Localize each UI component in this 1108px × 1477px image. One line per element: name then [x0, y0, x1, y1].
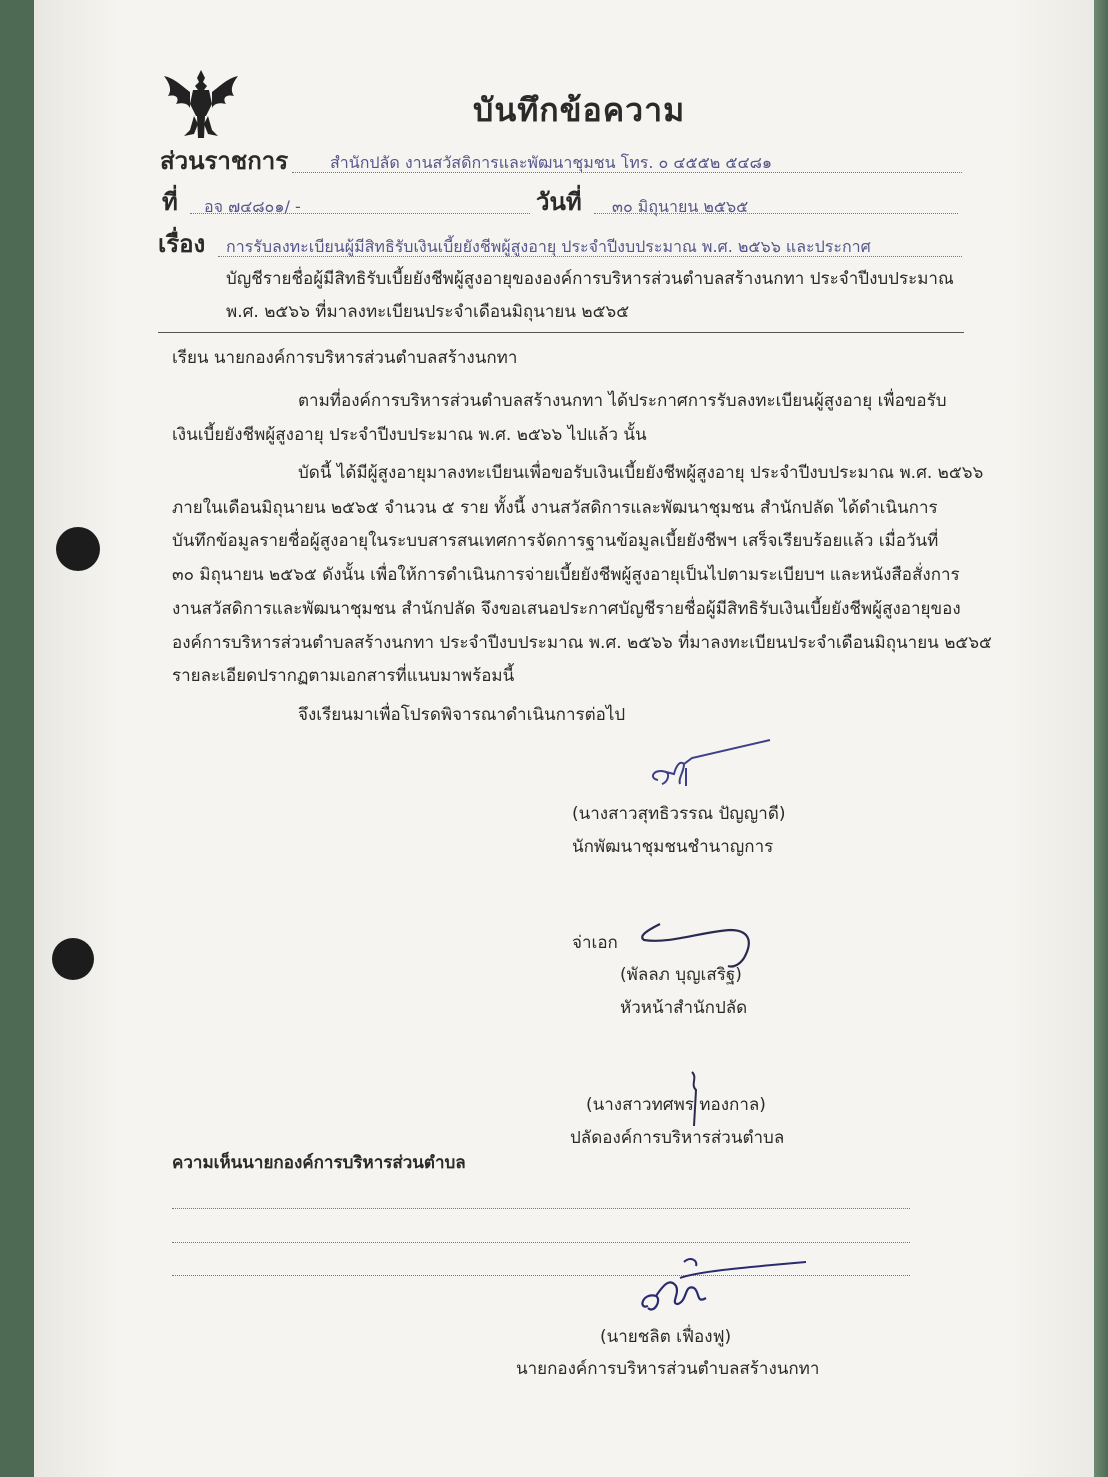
mayor-opinion-label: ความเห็นนายกองค์การบริหารส่วนตำบล — [172, 1153, 466, 1173]
signer-1-position: นักพัฒนาชุมชนชำนาญการ — [572, 837, 774, 857]
background-edge — [1094, 0, 1108, 1477]
signer-3-position: ปลัดองค์การบริหารส่วนตำบล — [570, 1128, 785, 1148]
department-label: ส่วนราชการ — [160, 147, 289, 175]
department-dotted-line — [292, 172, 962, 173]
header-divider — [158, 332, 964, 333]
subject-line-3: พ.ศ. ๒๕๖๖ ที่มาลงทะเบียนประจำเดือนมิถุนายน ๒๕๖๕ — [226, 302, 630, 322]
department-value: สำนักปลัด งานสวัสดิการและพัฒนาชุมชน โทร. ๐ ๔๕๕๒ ๕๔๘๑ — [330, 153, 773, 172]
punch-hole-icon — [56, 527, 100, 571]
paragraph-1-line-1: ตามที่องค์การบริหารส่วนตำบลสร้างนกทา ได้ประกาศการรับลงทะเบียนผู้สูงอายุ เพื่อขอรับ — [298, 391, 947, 411]
opinion-line-2 — [172, 1242, 910, 1243]
subject-label: เรื่อง — [158, 230, 206, 258]
signer-2-prefix: จ่าเอก — [572, 933, 618, 953]
paragraph-2-line-5: งานสวัสดิการและพัฒนาชุมชน สำนักปลัด จึงขอเสนอประกาศบัญชีรายชื่อผู้มีสิทธิรับเงินเบี้ยยังชีพผู้สูงอายุของ — [172, 599, 961, 619]
paragraph-2-line-3: บันทึกข้อมูลรายชื่อผู้สูงอายุในระบบสารสนเทศการจัดการฐานข้อมูลเบี้ยยังชีพฯ เสร็จเรียบร้อยแล้ว เมื่อวันที่ — [172, 531, 939, 551]
salutation: เรียน นายกองค์การบริหารส่วนตำบลสร้างนกทา — [172, 348, 518, 368]
signature-2-mark — [630, 912, 760, 972]
ref-value: อจ ๗๔๘๐๑/ - — [204, 197, 301, 216]
signer-2-name: (พัลลภ บุญเสริฐ) — [620, 965, 742, 985]
memo-title: บันทึกข้อความ — [473, 91, 686, 129]
signer-4-position: นายกองค์การบริหารส่วนตำบลสร้างนกทา — [516, 1359, 820, 1379]
opinion-line-1 — [172, 1208, 910, 1209]
signer-1-name: (นางสาวสุทธิวรรณ ปัญญาดี) — [572, 804, 786, 824]
date-label: วันที่ — [536, 188, 582, 216]
signer-4-name: (นายชลิต เฟื่องฟู) — [600, 1327, 732, 1347]
punch-hole-icon — [52, 938, 94, 980]
signer-2-position: หัวหน้าสำนักปลัด — [620, 998, 748, 1018]
signer-3-name: (นางสาวทศพร ทองกาล) — [586, 1095, 766, 1115]
paragraph-2-line-2: ภายในเดือนมิถุนายน ๒๕๖๕ จำนวน ๕ ราย ทั้งนี้ งานสวัสดิการและพัฒนาชุมชน สำนักปลัด ได้ดำเนินการ — [172, 498, 938, 518]
paragraph-2-line-4: ๓๐ มิถุนายน ๒๕๖๕ ดังนั้น เพื่อให้การดำเนินการจ่ายเบี้ยยังชีพผู้สูงอายุเป็นไปตามระเบียบฯ และหนังสือสั่งการ — [172, 565, 960, 585]
subject-dotted-line — [218, 256, 962, 257]
signature-4-mark — [636, 1248, 812, 1322]
paragraph-1-line-2: เงินเบี้ยยังชีพผู้สูงอายุ ประจำปีงบประมาณ พ.ศ. ๒๕๖๖ ไปแล้ว นั้น — [172, 425, 647, 445]
ref-label: ที่ — [162, 188, 178, 216]
paragraph-2-line-7: รายละเอียดปรากฏตามเอกสารที่แนบมาพร้อมนี้ — [172, 666, 515, 686]
garuda-emblem-icon — [160, 68, 242, 144]
paragraph-2-line-6: องค์การบริหารส่วนตำบลสร้างนกทา ประจำปีงบประมาณ พ.ศ. ๒๕๖๖ ที่มาลงทะเบียนประจำเดือนมิถุนายน ๒๕๖๕ — [172, 633, 992, 653]
date-value: ๓๐ มิถุนายน ๒๕๖๕ — [612, 197, 749, 216]
subject-line-1: การรับลงทะเบียนผู้มีสิทธิรับเงินเบี้ยยังชีพผู้สูงอายุ ประจำปีงบประมาณ พ.ศ. ๒๕๖๖ และประกาศ — [226, 237, 871, 256]
signature-1-mark — [640, 738, 780, 800]
paragraph-2-line-1: บัดนี้ ได้มีผู้สูงอายุมาลงทะเบียนเพื่อขอรับเงินเบี้ยยังชีพผู้สูงอายุ ประจำปีงบประมาณ พ.ศ. ๒๕๖๖ — [298, 463, 984, 483]
memo-paper — [34, 0, 1094, 1477]
ref-dotted-line — [190, 213, 530, 214]
closing-line: จึงเรียนมาเพื่อโปรดพิจารณาดำเนินการต่อไป — [298, 705, 626, 725]
subject-line-2: บัญชีรายชื่อผู้มีสิทธิรับเบี้ยยังชีพผู้สูงอายุขององค์การบริหารส่วนตำบลสร้างนกทา ประจำปีงบประมาณ — [226, 269, 954, 289]
date-dotted-line — [594, 213, 958, 214]
